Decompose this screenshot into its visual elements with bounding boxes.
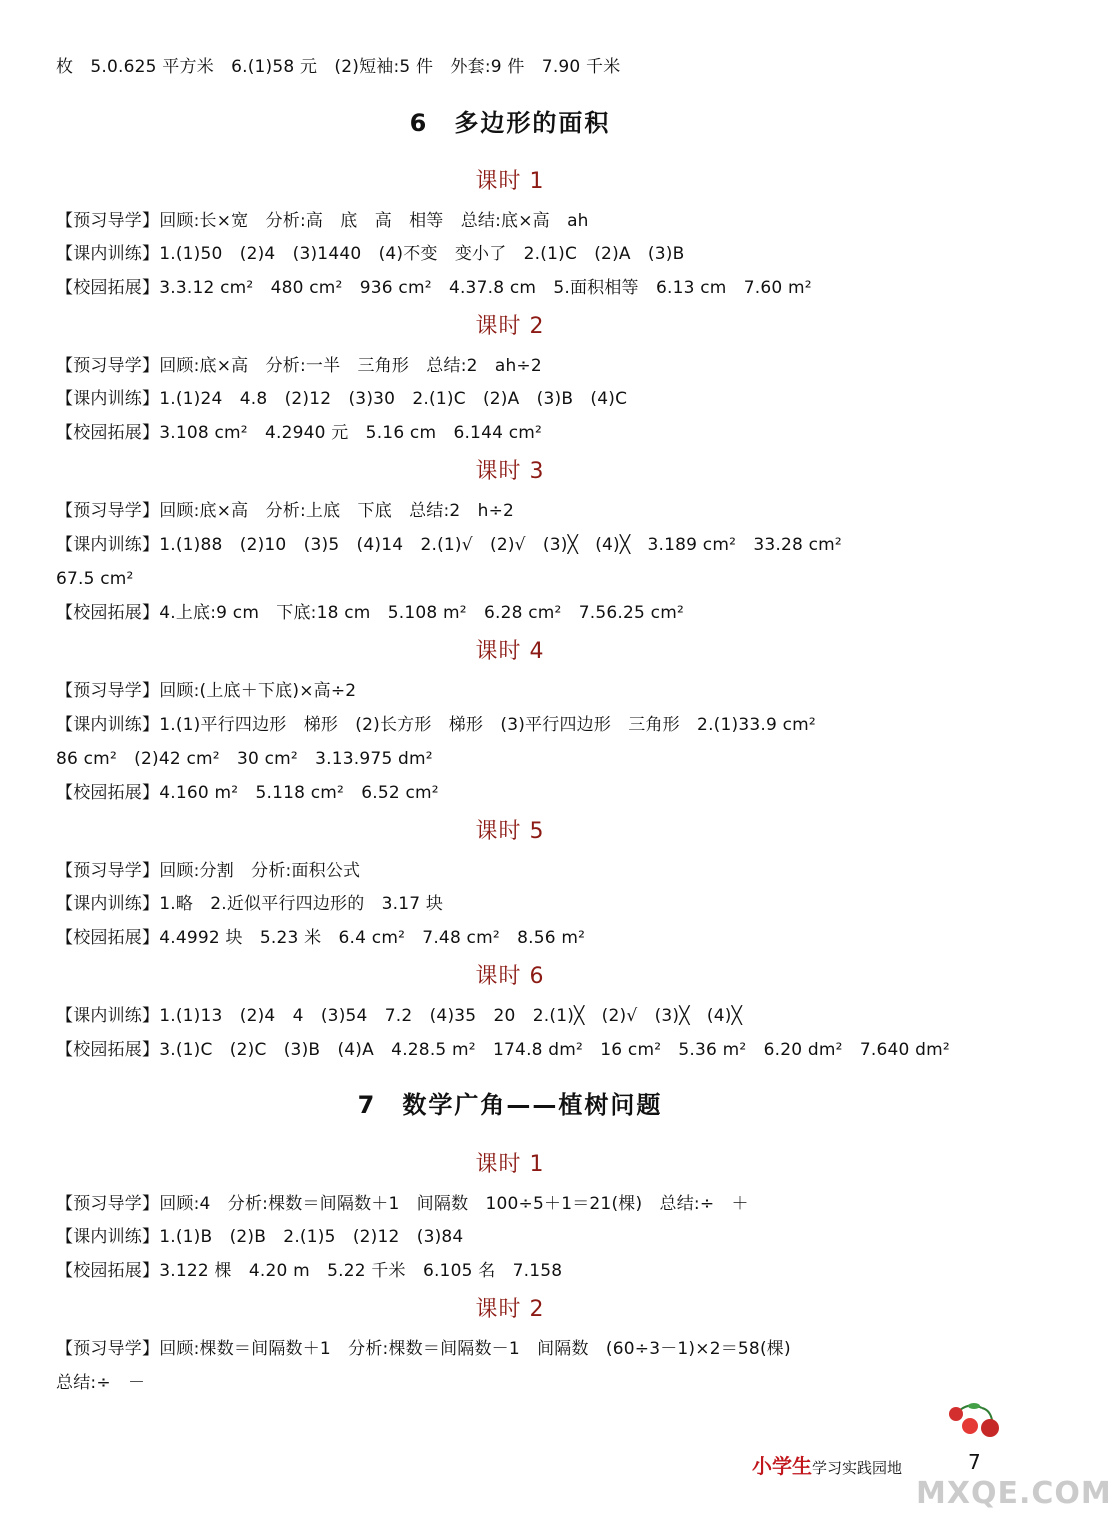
- lesson-heading: 课时 3: [475, 459, 545, 484]
- answer-line: 【预习导学】回顾:长×宽 分析:高 底 高 相等 总结:底×高 ah: [56, 211, 589, 231]
- answer-line: 【课内训练】1.(1)13 (2)4 4 (3)54 7.2 (4)35 20 2.(1)╳ (2)√ (3)╳ (4)╳: [56, 1006, 743, 1026]
- answer-line: 【课内训练】1.(1)88 (2)10 (3)5 (4)14 2.(1)√ (2)√ (3)╳ (4)╳ 3.189 cm² 33.28 cm²: [56, 535, 842, 555]
- chapter-6-title: 6 多边形的面积: [409, 109, 611, 137]
- answer-line: 67.5 cm²: [56, 569, 134, 589]
- answer-line: 86 cm² (2)42 cm² 30 cm² 3.13.975 dm²: [56, 749, 433, 769]
- lesson-heading: 课时 1: [475, 169, 545, 194]
- answer-line: 【课内训练】1.(1)B (2)B 2.(1)5 (2)12 (3)84: [56, 1227, 464, 1247]
- answer-line: 总结:÷ －: [56, 1373, 146, 1393]
- answer-line: 【校园拓展】4.160 m² 5.118 cm² 6.52 cm²: [56, 783, 439, 803]
- lesson-heading: 课时 6: [475, 964, 545, 989]
- answer-line: 【校园拓展】3.122 棵 4.20 m 5.22 千米 6.105 名 7.158: [56, 1261, 563, 1281]
- answer-line: 【课内训练】1.(1)50 (2)4 (3)1440 (4)不变 变小了 2.(1)C (2)A (3)B: [56, 244, 685, 264]
- answer-line: 【校园拓展】3.(1)C (2)C (3)B (4)A 4.28.5 m² 174.8 dm² 16 cm² 5.36 m² 6.20 dm² 7.640 dm²: [56, 1040, 950, 1060]
- lesson-heading: 课时 5: [475, 819, 545, 844]
- answer-line: 【校园拓展】4.上底:9 cm 下底:18 cm 5.108 m² 6.28 cm² 7.56.25 cm²: [56, 603, 684, 623]
- page-footer: [740, 1400, 1112, 1530]
- answer-line: 【校园拓展】3.3.12 cm² 480 cm² 936 cm² 4.37.8 cm 5.面积相等 6.13 cm 7.60 m²: [56, 278, 812, 298]
- answer-line: 【预习导学】回顾:棵数＝间隔数＋1 分析:棵数＝间隔数－1 间隔数 (60÷3－1)×2＝58(棵): [56, 1339, 791, 1359]
- lesson-heading: 课时 2: [475, 1297, 545, 1322]
- lesson-heading: 课时 4: [475, 639, 545, 664]
- brand-logo: [752, 1450, 902, 1479]
- answer-line: 【课内训练】1.(1)24 4.8 (2)12 (3)30 2.(1)C (2)A (3)B (4)C: [56, 389, 628, 409]
- answer-line: 【预习导学】回顾:4 分析:棵数＝间隔数＋1 间隔数 100÷5＋1＝21(棵) 总结:÷ ＋: [56, 1194, 749, 1214]
- answer-line: 【课内训练】1.略 2.近似平行四边形的 3.17 块: [56, 894, 444, 914]
- answer-line: 【校园拓展】4.4992 块 5.23 米 6.4 cm² 7.48 cm² 8.56 m²: [56, 928, 586, 948]
- chapter-7-title: 7 数学广角——植树问题: [357, 1091, 663, 1119]
- lesson-heading: 课时 2: [475, 314, 545, 339]
- answer-line: 【预习导学】回顾:底×高 分析:一半 三角形 总结:2 ah÷2: [56, 356, 542, 376]
- answer-line: 【预习导学】回顾:分割 分析:面积公式: [56, 861, 361, 881]
- answer-line: 【预习导学】回顾:底×高 分析:上底 下底 总结:2 h÷2: [56, 501, 515, 521]
- brand-name: 小学生: [752, 1454, 812, 1478]
- top-answer-line: 枚 5.0.625 平方米 6.(1)58 元 (2)短袖:5 件 外套:9 件 7.90 千米: [56, 57, 621, 77]
- answer-line: 【校园拓展】3.108 cm² 4.2940 元 5.16 cm 6.144 cm²: [56, 423, 543, 443]
- cherries-icon: [940, 1400, 1000, 1450]
- answer-line: 【预习导学】回顾:(上底＋下底)×高÷2: [56, 681, 357, 701]
- lesson-heading: 课时 1: [475, 1152, 545, 1177]
- answer-line: 【课内训练】1.(1)平行四边形 梯形 (2)长方形 梯形 (3)平行四边形 三角形 2.(1)33.9 cm²: [56, 715, 816, 735]
- brand-subtitle: 学习实践园地: [812, 1459, 903, 1477]
- watermark: MXQE.COM: [916, 1476, 1112, 1511]
- page-number: 7: [968, 1450, 981, 1474]
